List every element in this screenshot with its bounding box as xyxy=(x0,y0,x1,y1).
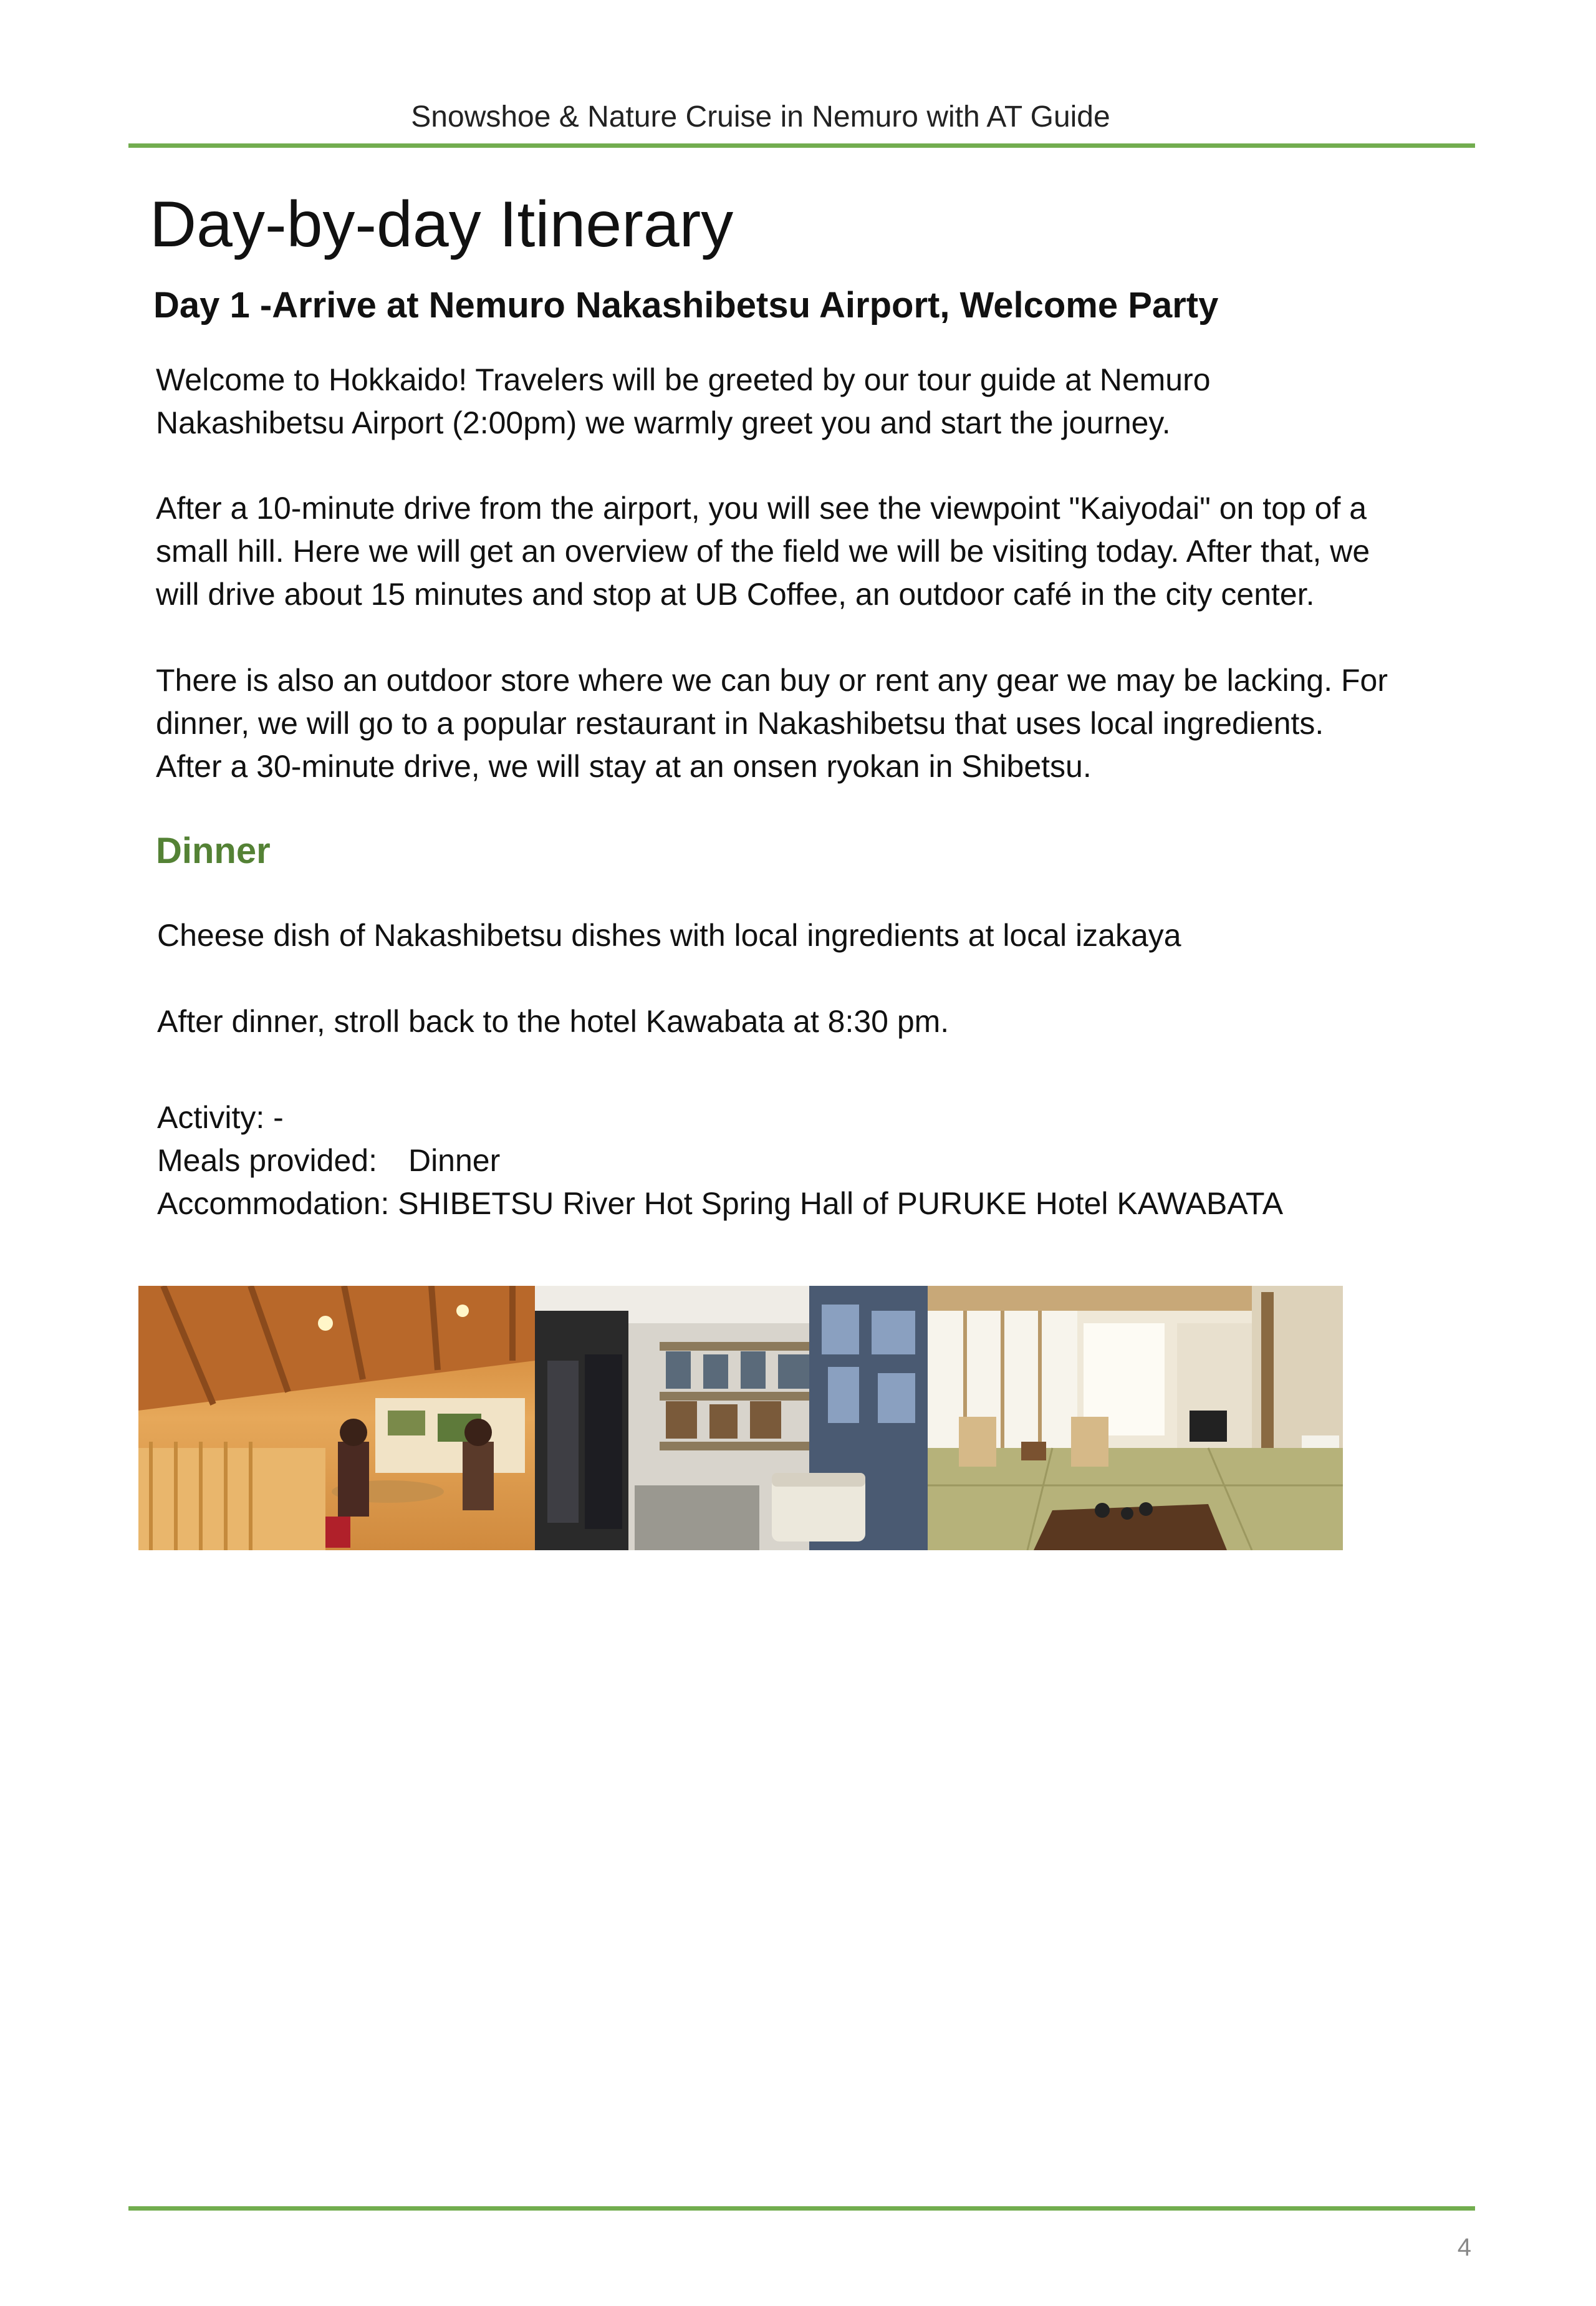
meals-label: Meals provided: xyxy=(157,1143,377,1178)
activity-label: Activity: xyxy=(157,1100,265,1135)
text-line: small hill. Here we will get an overview of the field we will be visiting today. After that, we xyxy=(156,534,1370,569)
text-line: After a 10-minute drive from the airport, you will see the viewpoint "Kaiyodai" on top of a xyxy=(156,491,1367,526)
dinner-heading: Dinner xyxy=(156,831,271,871)
text-line: dinner, we will go to a popular restaurant in Nakashibetsu that uses local ingredients. xyxy=(156,706,1324,741)
running-header: Snowshoe & Nature Cruise in Nemuro with AT Guide xyxy=(411,100,1110,133)
text-line: Nakashibetsu Airport (2:00pm) we warmly greet you and start the journey. xyxy=(156,405,1171,440)
text-line: will drive about 15 minutes and stop at UB Coffee, an outdoor café in the city center. xyxy=(156,577,1315,612)
dinner-description: Cheese dish of Nakashibetsu dishes with local ingredients at local izakaya xyxy=(157,918,1181,953)
page-title: Day-by-day Itinerary xyxy=(150,188,734,261)
accommodation-value: SHIBETSU River Hot Spring Hall of PURUKE Hotel KAWABATA xyxy=(398,1186,1284,1221)
paragraph-store xyxy=(156,659,1484,788)
text-line: There is also an outdoor store where we can buy or rent any gear we may be lacking. For xyxy=(156,663,1388,698)
page-number: 4 xyxy=(1457,2234,1471,2261)
footer-rule xyxy=(128,2206,1475,2211)
text-line: Welcome to Hokkaido! Travelers will be greeted by our tour guide at Nemuro xyxy=(156,362,1211,397)
paragraph-welcome xyxy=(156,359,1484,445)
activity-value: - xyxy=(273,1100,284,1135)
accommodation-row xyxy=(157,1182,1283,1225)
after-dinner-note: After dinner, stroll back to the hotel Kawabata at 8:30 pm. xyxy=(157,1004,949,1039)
text-line: After a 30-minute drive, we will stay at an onsen ryokan in Shibetsu. xyxy=(156,749,1092,784)
header-rule xyxy=(128,143,1475,148)
day-heading: Day 1 -Arrive at Nemuro Nakashibetsu Airport, Welcome Party xyxy=(153,285,1219,326)
outdoor-store-photo xyxy=(535,1286,928,1550)
meals-value: Dinner xyxy=(408,1143,501,1178)
photo-strip xyxy=(138,1286,1343,1550)
day-summary xyxy=(157,1096,1283,1225)
meals-row xyxy=(157,1139,1283,1182)
activity-row xyxy=(157,1096,1283,1139)
cafe-interior-photo xyxy=(138,1286,535,1550)
paragraph-drive xyxy=(156,487,1484,616)
ryokan-room-photo xyxy=(928,1286,1343,1550)
accommodation-label: Accommodation: xyxy=(157,1186,390,1221)
